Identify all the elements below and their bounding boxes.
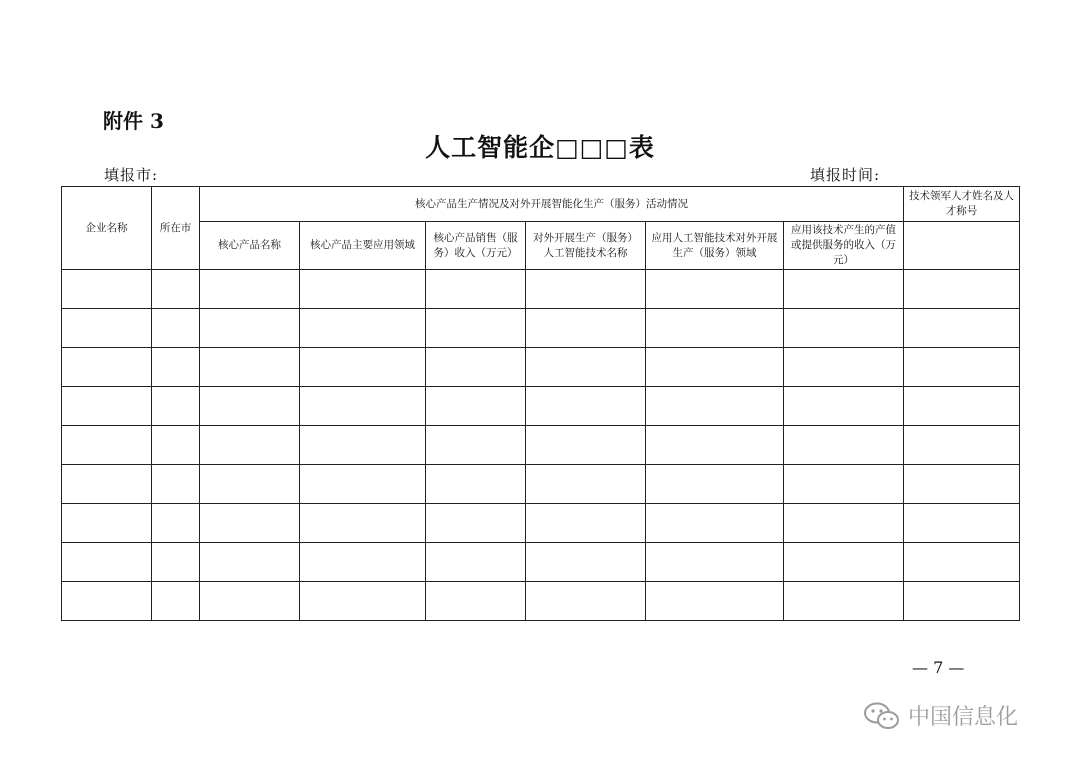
table-cell[interactable]	[526, 582, 646, 621]
table-cell[interactable]	[784, 309, 904, 348]
table-cell[interactable]	[426, 465, 526, 504]
table-cell[interactable]	[62, 426, 152, 465]
table-row	[62, 543, 1020, 582]
table-cell[interactable]	[526, 348, 646, 387]
table-cell[interactable]	[784, 543, 904, 582]
table-cell[interactable]	[646, 543, 784, 582]
table-cell[interactable]	[200, 270, 300, 309]
table-cell[interactable]	[300, 465, 426, 504]
header-ai-tech-name: 对外开展生产（服务）人工智能技术名称	[526, 222, 646, 270]
table-cell[interactable]	[200, 582, 300, 621]
table-cell[interactable]	[300, 582, 426, 621]
table-cell[interactable]	[784, 582, 904, 621]
table-cell[interactable]	[152, 543, 200, 582]
table-cell[interactable]	[152, 348, 200, 387]
table-cell[interactable]	[426, 348, 526, 387]
table-cell[interactable]	[526, 543, 646, 582]
table-cell[interactable]	[784, 387, 904, 426]
table-cell[interactable]	[904, 504, 1020, 543]
page-title: 人工智能企□□□表	[425, 133, 655, 162]
table-cell[interactable]	[646, 504, 784, 543]
table-cell[interactable]	[526, 426, 646, 465]
header-output-value: 应用该技术产生的产值或提供服务的收入（万元）	[784, 222, 904, 270]
table-cell[interactable]	[646, 348, 784, 387]
table-cell[interactable]	[152, 387, 200, 426]
table-cell[interactable]	[426, 504, 526, 543]
table-cell[interactable]	[426, 309, 526, 348]
table-cell[interactable]	[426, 387, 526, 426]
table-cell[interactable]	[784, 426, 904, 465]
table-cell[interactable]	[62, 348, 152, 387]
report-table	[61, 186, 1020, 621]
page-number: — 7 —	[912, 658, 965, 677]
table-row	[62, 465, 1020, 504]
table-cell[interactable]	[152, 582, 200, 621]
table-cell[interactable]	[300, 426, 426, 465]
table-cell[interactable]	[784, 504, 904, 543]
table-cell[interactable]	[62, 543, 152, 582]
table-cell[interactable]	[426, 426, 526, 465]
table-cell[interactable]	[904, 543, 1020, 582]
table-cell[interactable]	[300, 309, 426, 348]
table-cell[interactable]	[62, 309, 152, 348]
table-row	[62, 387, 1020, 426]
table-cell[interactable]	[200, 465, 300, 504]
table-cell[interactable]	[646, 582, 784, 621]
table-cell[interactable]	[300, 348, 426, 387]
table-row	[62, 426, 1020, 465]
table-cell[interactable]	[62, 465, 152, 504]
table-cell[interactable]	[62, 387, 152, 426]
table-cell[interactable]	[300, 270, 426, 309]
table-cell[interactable]	[152, 270, 200, 309]
table-cell[interactable]	[904, 465, 1020, 504]
header-ai-application-field: 应用人工智能技术对外开展生产（服务）领域	[646, 222, 784, 270]
header-core-product-revenue: 核心产品销售（服务）收入（万元）	[426, 222, 526, 270]
table-cell[interactable]	[200, 348, 300, 387]
table-cell[interactable]	[200, 387, 300, 426]
header-core-product-field: 核心产品主要应用领域	[300, 222, 426, 270]
table-row	[62, 309, 1020, 348]
header-talent: 技术领军人才姓名及人才称号	[904, 187, 1020, 222]
table-cell[interactable]	[784, 348, 904, 387]
table-cell[interactable]	[526, 504, 646, 543]
table-cell[interactable]	[426, 270, 526, 309]
table-cell[interactable]	[904, 582, 1020, 621]
table-cell[interactable]	[300, 504, 426, 543]
table-cell[interactable]	[646, 270, 784, 309]
table-cell[interactable]	[526, 270, 646, 309]
table-cell[interactable]	[62, 270, 152, 309]
fill-city-label: 填报市:	[104, 166, 159, 184]
table-cell[interactable]	[784, 270, 904, 309]
wechat-icon	[862, 701, 902, 731]
table-cell[interactable]	[646, 387, 784, 426]
table-cell[interactable]	[426, 543, 526, 582]
table-cell[interactable]	[904, 270, 1020, 309]
table-cell[interactable]	[646, 426, 784, 465]
table-cell[interactable]	[62, 582, 152, 621]
table-cell[interactable]	[62, 504, 152, 543]
header-city: 所在市	[152, 187, 200, 270]
table-cell[interactable]	[526, 387, 646, 426]
table-cell[interactable]	[646, 309, 784, 348]
table-cell[interactable]	[300, 387, 426, 426]
table-cell[interactable]	[904, 309, 1020, 348]
table-cell[interactable]	[904, 387, 1020, 426]
table-cell[interactable]	[300, 543, 426, 582]
table-body	[62, 270, 1020, 621]
table-cell[interactable]	[152, 465, 200, 504]
table-row	[62, 348, 1020, 387]
table-row	[62, 270, 1020, 309]
header-company-name: 企业名称	[62, 187, 152, 270]
table-row	[62, 582, 1020, 621]
watermark-text: 中国信息化	[908, 705, 1019, 730]
watermark	[862, 700, 1018, 731]
fill-time-label: 填报时间:	[810, 166, 881, 184]
table-cell[interactable]	[904, 348, 1020, 387]
table-cell[interactable]	[200, 504, 300, 543]
table-cell[interactable]	[646, 465, 784, 504]
table-cell[interactable]	[784, 465, 904, 504]
table-cell[interactable]	[200, 309, 300, 348]
table-cell[interactable]	[152, 309, 200, 348]
table-cell[interactable]	[200, 426, 300, 465]
header-core-product-name: 核心产品名称	[200, 222, 300, 270]
table-cell[interactable]	[904, 426, 1020, 465]
table-row	[62, 504, 1020, 543]
table-cell[interactable]	[200, 543, 300, 582]
table-cell[interactable]	[152, 426, 200, 465]
header-talent-blank	[904, 222, 1020, 270]
header-core-group: 核心产品生产情况及对外开展智能化生产（服务）活动情况	[200, 187, 904, 222]
table-cell[interactable]	[426, 582, 526, 621]
table-cell[interactable]	[526, 465, 646, 504]
table-cell[interactable]	[152, 504, 200, 543]
attachment-label: 附件 3	[103, 109, 164, 133]
table-cell[interactable]	[526, 309, 646, 348]
